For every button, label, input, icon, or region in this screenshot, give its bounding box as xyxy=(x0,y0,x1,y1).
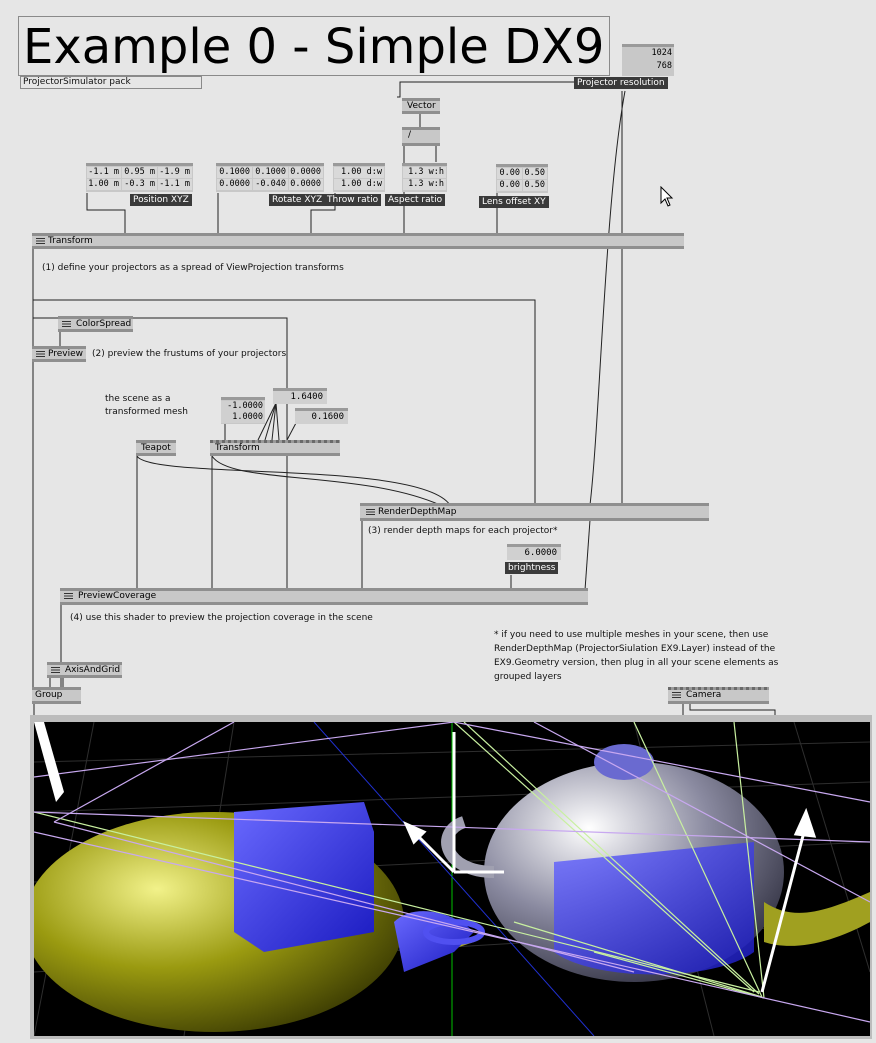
renderer-viewport[interactable] xyxy=(34,722,870,1036)
resolution-label: Projector resolution xyxy=(574,77,668,89)
divide-node-label: / xyxy=(408,130,412,140)
resolution-width[interactable]: 1024 xyxy=(622,48,674,59)
comment-step2: (2) preview the frustums of your projectors xyxy=(92,349,287,359)
position-value[interactable]: 0.95 m xyxy=(122,167,157,178)
throw-ratio-value[interactable]: 1.00 d:w xyxy=(334,167,384,178)
position-value[interactable]: 1.00 m xyxy=(88,179,119,189)
aspect-ratio-label: Aspect ratio xyxy=(385,194,445,206)
rotate-value[interactable]: 0.0000 xyxy=(290,167,321,177)
camera-label: Camera xyxy=(686,690,722,700)
lens-offset-value[interactable]: 0.00 xyxy=(497,180,522,191)
comment-step4: (4) use this shader to preview the projection coverage in the scene xyxy=(70,613,373,623)
mesh-pair-input[interactable] xyxy=(221,397,265,424)
menu-icon xyxy=(36,351,45,357)
mesh-pair-value[interactable]: 1.0000 xyxy=(221,412,265,423)
resolution-height[interactable]: 768 xyxy=(622,61,674,72)
camera-node[interactable] xyxy=(668,687,769,704)
aspect-ratio-value[interactable]: 1.3 w:h xyxy=(403,167,446,178)
vector-node-label: Vector xyxy=(407,101,436,111)
rotate-value[interactable]: 0.1000 xyxy=(217,167,252,178)
position-input[interactable] xyxy=(86,163,193,192)
teapot-node[interactable] xyxy=(136,440,176,456)
mesh-pair-value[interactable]: -1.0000 xyxy=(221,401,265,412)
lens-offset-value[interactable]: 0.50 xyxy=(524,168,545,178)
footnote-line3: EX9.Geometry version, then plug in all your scene elements as xyxy=(494,658,779,668)
rotate-input[interactable] xyxy=(216,163,324,192)
title-panel xyxy=(18,16,610,76)
lens-offset-input[interactable] xyxy=(496,164,548,193)
menu-icon xyxy=(62,321,71,327)
subtitle: ProjectorSimulator pack xyxy=(20,76,202,89)
mouse-cursor-icon xyxy=(660,186,674,211)
render-depth-map-node[interactable] xyxy=(360,503,709,521)
comment-step3: (3) render depth maps for each projector* xyxy=(368,526,558,536)
comment-scene-2: transformed mesh xyxy=(105,407,188,417)
rotate-value[interactable]: -0.040 xyxy=(253,179,288,190)
transform-main-node[interactable] xyxy=(32,233,684,249)
aspect-ratio-input[interactable] xyxy=(402,163,447,192)
preview-coverage-node[interactable] xyxy=(60,588,588,605)
vector-node[interactable] xyxy=(402,98,440,114)
color-spread-node[interactable] xyxy=(58,316,133,332)
mesh-value-a[interactable]: 1.6400 xyxy=(273,388,327,404)
preview-node[interactable] xyxy=(32,346,86,362)
scene-render xyxy=(34,722,870,1036)
throw-ratio-input[interactable] xyxy=(333,163,385,192)
color-spread-label: ColorSpread xyxy=(76,319,132,329)
rotate-label: Rotate XYZ xyxy=(269,194,325,206)
position-value[interactable]: -0.3 m xyxy=(122,179,157,190)
divide-node[interactable] xyxy=(402,127,440,146)
page-title: Example 0 - Simple DX9 xyxy=(23,19,605,75)
transform-mesh-label: Transform xyxy=(215,443,260,453)
lens-offset-label: Lens offset XY xyxy=(479,196,549,208)
menu-icon xyxy=(36,238,45,244)
group-node[interactable] xyxy=(32,687,81,704)
footnote-line2: RenderDepthMap (ProjectorSiulation EX9.Layer) instead of the xyxy=(494,644,776,654)
comment-scene-1: the scene as a xyxy=(105,394,171,404)
aspect-ratio-value[interactable]: 1.3 w:h xyxy=(403,179,446,190)
preview-label: Preview xyxy=(48,349,84,359)
throw-ratio-value[interactable]: 1.00 d:w xyxy=(334,179,384,190)
throw-ratio-label: Throw ratio xyxy=(324,194,381,206)
menu-icon xyxy=(51,667,60,673)
lens-offset-value[interactable]: 0.50 xyxy=(524,180,545,190)
axis-and-grid-node[interactable] xyxy=(47,662,122,678)
brightness-label: brightness xyxy=(505,562,558,574)
comment-step1: (1) define your projectors as a spread of ViewProjection transforms xyxy=(42,263,344,273)
position-value[interactable]: -1.9 m xyxy=(159,167,190,177)
lens-offset-value[interactable]: 0.00 xyxy=(497,168,522,179)
axis-and-grid-label: AxisAndGrid xyxy=(65,665,121,675)
transform-mesh-node[interactable] xyxy=(210,440,340,456)
rotate-value[interactable]: 0.1000 xyxy=(253,167,288,178)
mesh-value-b[interactable]: 0.1600 xyxy=(295,408,348,424)
position-label: Position XYZ xyxy=(130,194,192,206)
menu-icon xyxy=(672,692,681,698)
footnote-line4: grouped layers xyxy=(494,672,562,682)
teapot-label: Teapot xyxy=(141,443,171,453)
preview-coverage-label: PreviewCoverage xyxy=(78,591,157,601)
resolution-input[interactable] xyxy=(622,44,674,76)
render-depth-map-label: RenderDepthMap xyxy=(378,507,457,517)
footnote-line1: * if you need to use multiple meshes in your scene, then use xyxy=(494,630,769,640)
transform-main-label: Transform xyxy=(48,236,93,246)
rotate-value[interactable]: 0.0000 xyxy=(217,179,252,190)
menu-icon xyxy=(64,593,73,599)
menu-icon xyxy=(366,509,375,515)
position-value[interactable]: -1.1 m xyxy=(88,167,119,177)
rotate-value[interactable]: 0.0000 xyxy=(290,179,321,189)
group-label: Group xyxy=(35,690,63,700)
brightness-input[interactable]: 6.0000 xyxy=(507,544,561,560)
position-value[interactable]: -1.1 m xyxy=(159,179,190,189)
